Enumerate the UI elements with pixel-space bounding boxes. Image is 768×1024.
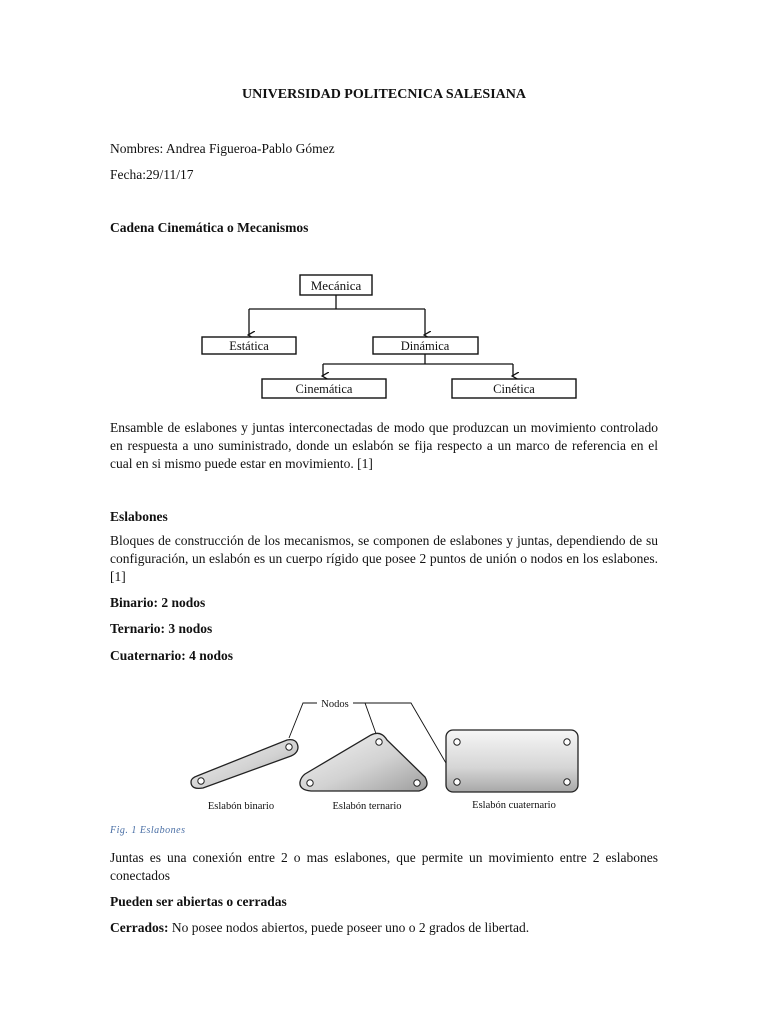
- figure-label-binario: Eslabón binario: [207, 801, 275, 812]
- figure-label-ternario: Eslabón ternario: [332, 801, 402, 812]
- eslabon-cuaternario-shape: [446, 730, 578, 792]
- figure-label-cuaternario: Eslabón cuaternario: [472, 800, 556, 811]
- diagram-label-dinamica: Dinámica: [400, 339, 450, 353]
- diagram-label-cinetica: Cinética: [493, 382, 535, 396]
- mechanics-hierarchy-diagram: [190, 268, 590, 404]
- page-title: UNIVERSIDAD POLITECNICA SALESIANA: [242, 87, 526, 102]
- diagram-label-mecanica: Mecánica: [310, 278, 362, 293]
- author-names: Nombres: Andrea Figueroa-Pablo Gómez: [110, 141, 335, 156]
- eslabon-binario-shape: [191, 740, 298, 789]
- closed-description: No posee nodos abiertos, puede poseer uno o 2 grados de libertad.: [168, 920, 530, 935]
- document-date: Fecha:29/11/17: [110, 167, 194, 182]
- figure-label-nodos: Nodos: [321, 699, 349, 710]
- diagram-label-estatica: Estática: [229, 339, 269, 353]
- eslabones-figure: [185, 690, 585, 818]
- juntas-subheading: Pueden ser abiertas o cerradas: [110, 894, 287, 909]
- paragraph-cadena-definition: Ensamble de eslabones y juntas interconectadas de modo que produzcan un movimiento controlado en respuesta a uno suministrado, donde un eslabón se fija respecto a un marco de referencia en el cual en si mismo puede estar en movimiento. [1]: [110, 420, 658, 471]
- paragraph-eslabones-definition: Bloques de construcción de los mecanismos, se componen de eslabones y juntas, dependiendo de su configuración, un eslabón es un cuerpo rígido que posee 2 puntos de unión o nodos en los eslabones. [1]: [110, 533, 658, 584]
- eslabon-ternario-shape: [300, 733, 427, 791]
- closed-juntas-line: [110, 919, 529, 937]
- diagram-label-cinematica: Cinemática: [295, 382, 353, 396]
- eslabon-type-ternario: Ternario: 3 nodos: [110, 621, 213, 636]
- closed-term: Cerrados:: [110, 920, 169, 935]
- figure-caption: Fig. 1 Eslabones: [110, 825, 186, 836]
- section-heading-eslabones: Eslabones: [110, 509, 168, 524]
- eslabon-type-binario: Binario: 2 nodos: [110, 595, 206, 610]
- section-heading-cadena: Cadena Cinemática o Mecanismos: [110, 220, 309, 235]
- eslabon-type-cuaternario: Cuaternario: 4 nodos: [110, 648, 234, 663]
- paragraph-juntas-definition: Juntas es una conexión entre 2 o mas eslabones, que permite un movimiento entre 2 eslabones conectados: [110, 850, 658, 883]
